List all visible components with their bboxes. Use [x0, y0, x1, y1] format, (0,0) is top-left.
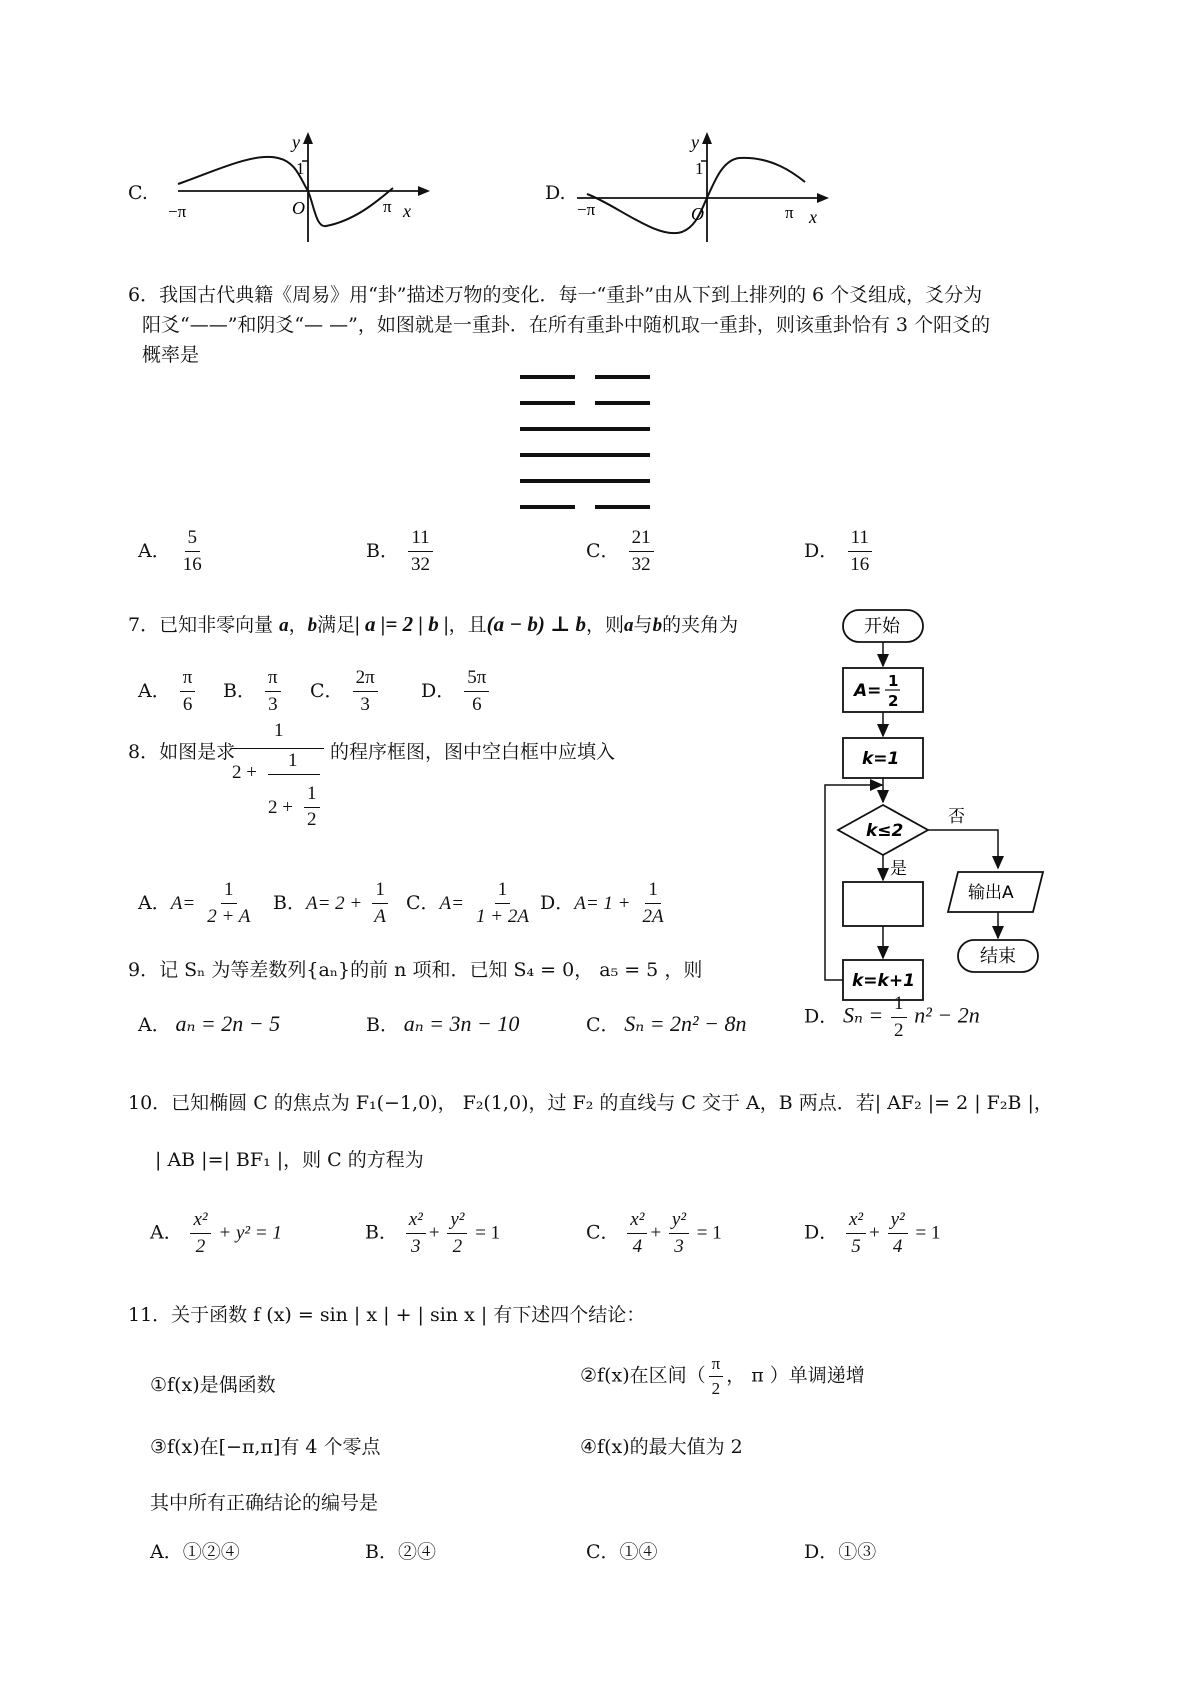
q6-option-d [804, 528, 875, 576]
q10-b-t1n: x² [406, 1210, 426, 1234]
q11-c-label: C． [586, 1541, 620, 1563]
q5-c-y: y [292, 132, 300, 152]
q11-c2-pre: ②f(x)在区间（ [580, 1364, 706, 1387]
q8-c-label: C． [406, 891, 440, 914]
hexagram-line-yin [595, 401, 650, 405]
q10-c-t1n: x² [627, 1210, 647, 1234]
q11-options [150, 1537, 950, 1567]
q6-option-a [138, 528, 208, 576]
fc-blank [843, 882, 923, 926]
q9-d-rest: n² − 2n [914, 1002, 980, 1028]
fc-init-text: k=1 [862, 749, 900, 769]
q7-c-den: 3 [360, 693, 370, 715]
q11-option-b [365, 1537, 436, 1564]
q10-b-t2n: y² [447, 1210, 467, 1234]
fc-output-text: 输出A [968, 883, 1014, 903]
q8-c-lhs: A= [439, 892, 464, 914]
q11-c2-den: 2 [711, 1378, 721, 1398]
q7-a: a [279, 615, 289, 636]
q10-d-t1d: 5 [851, 1235, 861, 1257]
fc-assign-den: 2 [888, 692, 899, 710]
q11-b-label: B． [365, 1541, 398, 1563]
q7-a-num: π [180, 668, 196, 692]
hexagram-line-yang [520, 479, 650, 483]
q7-a-den: 6 [182, 693, 193, 715]
q10-b-t2d: 2 [452, 1235, 463, 1257]
q10-a-rest: + y² = 1 [218, 1222, 282, 1244]
q7-b: b [307, 615, 318, 636]
q9-d-label: D． [804, 1005, 839, 1028]
q7-d-den: 6 [472, 693, 482, 715]
q5-d-graph [567, 130, 847, 245]
q10-line2: | AB |=| BF₁ |，则 C 的方程为 [155, 1149, 424, 1171]
q6-d-den: 16 [850, 553, 870, 575]
q8-d-label: D． [540, 891, 575, 914]
fc-assign-lhs: A= [854, 681, 882, 701]
q7-d-num: 5π [464, 668, 489, 692]
q10-d-t2d: 4 [892, 1235, 903, 1257]
q10-c-t2d: 3 [674, 1235, 684, 1257]
q7-b-den: 3 [268, 693, 278, 715]
q8-d-num: 1 [645, 880, 661, 904]
q8-a-label: A． [138, 891, 171, 914]
q8-b-label: B． [273, 891, 306, 914]
q11-d-label: D． [804, 1541, 839, 1563]
q10-options [150, 1210, 980, 1270]
q9-option-d [804, 994, 980, 1042]
hexagram-line-yang [520, 427, 650, 431]
fc-end-text: 结束 [980, 946, 1016, 967]
q6-c-den: 32 [631, 553, 651, 575]
q11-c2 [580, 1355, 865, 1398]
q10-d-t1n: x² [846, 1210, 866, 1234]
q8-cf-two-plus-2: 2 + [268, 797, 293, 818]
q8-c-den: 1 + 2A [476, 905, 529, 927]
q6-option-b [366, 528, 436, 576]
q8-b-num: 1 [372, 880, 388, 904]
q11-option-a [150, 1537, 240, 1564]
fc-no: 否 [948, 807, 965, 827]
q11-a-label: A． [150, 1541, 183, 1563]
q10-option-d: D． $\frac{\text{x²}}{5}$ + $\frac{\text{y²}}{4}$ = 1 [804, 1209, 941, 1257]
q11-d-val: ①③ [838, 1541, 877, 1563]
q9-option-c [586, 1010, 747, 1037]
q10-c-t1d: 4 [632, 1235, 643, 1257]
q7-then: ，则 [586, 614, 625, 636]
hexagram-line-yin [595, 375, 650, 379]
q6-b-num: 11 [408, 528, 432, 552]
fc-cond-text: k≤2 [866, 821, 904, 841]
hexagram-line-yang [520, 453, 650, 457]
q5-d-one: 1 [695, 159, 704, 178]
hexagram [520, 370, 680, 520]
q5-d-origin: O [691, 204, 704, 224]
q11-a-val: ①②④ [182, 1541, 240, 1563]
q10-d-rest: = 1 [915, 1222, 941, 1244]
q6-c-label: C． [586, 539, 620, 562]
q7-with: 与 [633, 614, 653, 636]
hexagram-line-yin [520, 505, 575, 509]
q11-line1: 11．关于函数 f (x) = sin | x | + | sin x | 有下述四个结论： [128, 1304, 646, 1326]
q7-perp: (a − b) ⊥ b [486, 612, 587, 636]
q5-d-x: x [809, 207, 817, 227]
q8-c-num: 1 [495, 880, 511, 904]
q6-a-num: 5 [185, 528, 201, 552]
q11-b-val: ②④ [397, 1541, 436, 1563]
q5-d-label: D. [545, 182, 566, 204]
q7-b2: b [652, 615, 663, 636]
q9-options [138, 993, 988, 1070]
q7-c-num: 2π [353, 668, 378, 692]
q10-option-c: C． $\frac{\text{x²}}{4}$ + $\frac{\text{y²}}{3}$ = 1 [586, 1209, 722, 1257]
q9-c-label: C． [586, 1014, 620, 1036]
flowchart [820, 600, 1080, 1030]
q11-option-d [804, 1537, 876, 1564]
q7-options [138, 668, 538, 728]
q10-b-label: B． [365, 1221, 398, 1244]
q9-a-expr: aₙ = 2n − 5 [175, 1011, 281, 1036]
q9-d-lhs: Sₙ = [842, 1002, 884, 1028]
q7-option-d [421, 668, 492, 716]
q10-c-t2n: y² [669, 1210, 689, 1234]
q7-satisfy: 满足 [317, 614, 356, 636]
q5-d-y: y [691, 132, 699, 152]
q6-d-num: 11 [848, 528, 872, 552]
q6-c-num: 21 [629, 528, 654, 552]
q8-cf-top-one: 1 [274, 720, 284, 741]
q11-c2-post: ， π ）单调递增 [726, 1364, 865, 1387]
q6-line1: 6．我国古代典籍《周易》用“卦”描述万物的变化．每一“重卦”由从下到上排列的 6 个爻组成，爻分为 [128, 284, 983, 306]
q8-d-lhs: A= 1 + [574, 892, 631, 914]
q7-d-label: D． [421, 679, 456, 702]
q7-b-label: B． [223, 679, 256, 702]
hexagram-line-yin [520, 375, 575, 379]
q6-a-label: A． [138, 539, 171, 562]
q5-c-one: 1 [296, 159, 305, 178]
q6-options [138, 527, 870, 588]
q10-line1: 10．已知椭圆 C 的焦点为 F₁(−1,0)， F₂(1,0)，过 F₂ 的直线与 C 交于 A，B 两点．若| AF₂ |= 2 | F₂B |， [128, 1092, 1053, 1114]
q5-c-graph [168, 130, 448, 245]
q7-option-a [138, 668, 198, 716]
q6-a-den: 16 [182, 553, 202, 575]
q10-option-b: B． $\frac{\text{x²}}{3}$ + $\frac{\text{y²}}{2}$ = 1 [365, 1209, 501, 1257]
q8-b-lhs: A= 2 + [305, 892, 363, 914]
q8-option-d [540, 880, 670, 928]
q10-a-label: A． [150, 1221, 183, 1244]
q7-b-num: π [265, 668, 281, 692]
q7-a-label: A． [138, 679, 171, 702]
q10-a-t1n: x² [190, 1210, 210, 1234]
q7-abs: | a |= 2 | b | [355, 612, 449, 636]
q7-angle: 的夹角为 [662, 614, 739, 636]
q8-continued-fraction [232, 720, 328, 840]
q5-c-origin: O [292, 198, 305, 218]
q11-c3: ③f(x)在[−π,π]有 4 个零点 [150, 1436, 381, 1458]
q8-b-den: A [374, 905, 386, 927]
q9-option-b [366, 1010, 519, 1037]
fc-yes: 是 [890, 859, 907, 879]
q10-d-t2n: y² [888, 1210, 908, 1234]
fc-start-text: 开始 [864, 616, 900, 637]
q9-c-expr: Sₙ = 2n² − 8n [624, 1011, 747, 1036]
q9-d-num: 1 [891, 994, 907, 1018]
q7-option-b [223, 668, 284, 716]
q5-c-pi: π [383, 197, 392, 216]
q6-line2: 阳爻“——”和阴爻“— —”，如图就是一重卦．在所有重卦中随机取一重卦，则该重卦恰有 3 个阳爻的 [142, 314, 991, 336]
hexagram-line-yin [520, 401, 575, 405]
q11-option-c [586, 1537, 658, 1564]
q6-d-label: D． [804, 539, 839, 562]
q10-b-rest: = 1 [475, 1222, 501, 1244]
q7-comma: ， [288, 614, 308, 636]
q7-stem [128, 610, 738, 637]
q9-b-label: B． [366, 1014, 399, 1036]
q8-a-den: 2 + A [207, 905, 251, 927]
q5-c-x: x [403, 201, 411, 221]
q7-option-c [310, 668, 381, 716]
q8-option-c [406, 880, 535, 928]
q8-suffix: 的程序框图，图中空白框中应填入 [330, 741, 616, 763]
q8-d-den: 2A [642, 905, 664, 927]
q7-c-label: C． [310, 679, 344, 702]
q10-d-label: D． [804, 1221, 839, 1244]
q8-cf-half-num: 1 [307, 783, 317, 804]
q6-b-den: 32 [411, 553, 431, 575]
q5-c-negpi: −π [168, 202, 187, 221]
q6-b-label: B． [366, 539, 399, 562]
q7-prefix: 7．已知非零向量 [128, 614, 274, 636]
q8-option-b [273, 880, 392, 928]
q8-cf-mid-one: 1 [288, 750, 298, 771]
q7-a2: a [624, 615, 634, 636]
q9-stem: 9．记 Sₙ 为等差数列{aₙ}的前 n 项和．已知 S₄ = 0， a₅ = 5 ，则 [128, 959, 703, 981]
q8-prefix: 8．如图是求 [128, 741, 236, 763]
q6-option-c [586, 528, 657, 576]
q11-ask: 其中所有正确结论的编号是 [150, 1492, 379, 1514]
q9-d-den: 2 [894, 1019, 904, 1041]
fc-assign-num: 1 [888, 672, 899, 690]
q8-option-a [138, 880, 256, 928]
q11-c2-num: π [709, 1355, 724, 1377]
q9-a-label: A． [138, 1014, 171, 1036]
q10-a-t1d: 2 [195, 1235, 206, 1257]
q8-options [138, 880, 678, 940]
q10-c-label: C． [586, 1221, 620, 1244]
q5-d-negpi: −π [577, 200, 596, 219]
q10-option-a [150, 1210, 282, 1258]
q8-cf-half-den: 2 [307, 809, 317, 830]
q5-d-pi: π [785, 203, 794, 222]
q10-c-rest: = 1 [696, 1222, 722, 1244]
q7-and: ，且 [448, 614, 487, 636]
q10-b-t1d: 3 [411, 1235, 421, 1257]
q8-a-num: 1 [221, 880, 237, 904]
q11-c4: ④f(x)的最大值为 2 [580, 1436, 743, 1458]
q11-c-val: ①④ [619, 1541, 658, 1563]
q6-line3: 概率是 [142, 344, 200, 366]
q9-b-expr: aₙ = 3n − 10 [403, 1011, 520, 1036]
fc-inc-text: k=k+1 [852, 971, 915, 991]
q5-c-label: C. [128, 182, 148, 204]
q8-cf-two-plus-1: 2 + [232, 762, 257, 783]
q11-c1: ①f(x)是偶函数 [150, 1374, 276, 1396]
hexagram-line-yin [595, 505, 650, 509]
q9-option-a [138, 1010, 280, 1037]
q8-a-lhs: A= [170, 892, 196, 914]
